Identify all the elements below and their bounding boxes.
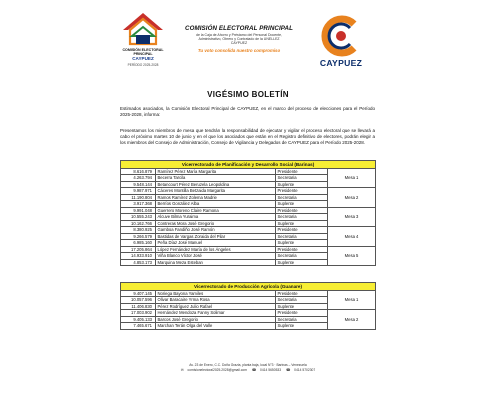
cedula-cell: 9.407.145: [121, 290, 156, 297]
cedula-cell: 11.190.804: [121, 194, 156, 201]
role-cell: Secretaria: [276, 214, 328, 221]
section-header: Vicerrectorado de Planificación y Desarrollo Social (Barinas): [121, 161, 376, 169]
cedula-cell: 7.465.671: [121, 323, 156, 330]
footer-address: Av. 23 de Enero, C.C. Doña Grazia, planta baja, local N°3 · Barinas – Venezuela: [189, 363, 307, 367]
name-cell: Bastidas de Vargas Zoraida del Pilar: [156, 233, 276, 240]
intro-paragraph: Estimados asociados, la Comisión Electoral Principal de CAYPUEZ, en el marco del proceso de elecciones para el Período 2025-2028, informa:: [120, 106, 375, 117]
cedula-cell: 9.405.133: [121, 316, 156, 323]
cedula-cell: 17.205.864: [121, 246, 156, 253]
cedula-cell: 10.162.766: [121, 220, 156, 227]
role-cell: Presidente: [276, 207, 328, 214]
name-cell: Ramírez Pérez María Margarita: [156, 168, 276, 175]
role-cell: Presidente: [276, 188, 328, 195]
role-cell: Suplente: [276, 259, 328, 266]
cedula-cell: 9.266.579: [121, 233, 156, 240]
role-cell: Presidente: [276, 168, 328, 175]
document-page: [114, 6, 382, 394]
name-cell: Guerrero Moreno Claire Ramona: [156, 207, 276, 214]
name-cell: Contreras Mora José Gregorio: [156, 220, 276, 227]
role-cell: Suplente: [276, 220, 328, 227]
footer: [114, 363, 382, 372]
cedula-cell: 3.917.368: [121, 201, 156, 208]
logo-org-name: COMISIÓN ELECTORAL PRINCIPAL: [122, 48, 164, 57]
logo-brand: CAYPUEZ: [132, 56, 154, 61]
name-cell: López Fernández María de los Ángeles: [156, 246, 276, 253]
cedula-cell: 10.057.596: [121, 297, 156, 304]
name-cell: Betancourt Pérez Beruzela Leopoldina: [156, 181, 276, 188]
footer-phone-2: 0414 5702307: [294, 367, 316, 372]
announcement-paragraph: Presentamos los miembros de mesa que tendrán la responsabilidad de ejecutar y vigilar el proceso electoral que se llevará a cabo el próximo martes 10 de junio y en el que los asociados que están en el Registro definitivo de electores, podrán elegir a los miembros del Consejo de Administración, Consejo de Vigilancia y Delegados de CAYPUEZ para el Período 2025-2028.: [120, 128, 375, 145]
name-cell: Barcos José Gregorio: [156, 316, 276, 323]
section-header: Vicerrectorado de Producción Agrícola (Guanare): [121, 283, 376, 291]
name-cell: Berríos González Alba: [156, 201, 276, 208]
footer-phone-1: 0414 5650533: [260, 367, 282, 372]
letterhead-title: COMISIÓN ELECTORAL PRINCIPAL: [185, 25, 293, 32]
letterhead: [114, 6, 382, 76]
bulletin-title: VIGÉSIMO BOLETÍN: [207, 90, 289, 99]
role-cell: Secretaria: [276, 233, 328, 240]
name-cell: Marquina Meza Esteban: [156, 259, 276, 266]
role-cell: Presidente: [276, 227, 328, 234]
name-cell: Noriega Bayona Yamiles: [156, 290, 276, 297]
mesa-cell: Mesa 2: [328, 188, 376, 208]
mesa-cell: Mesa 2: [328, 310, 376, 330]
name-cell: Gamboa Fandiño José Ramón: [156, 227, 276, 234]
name-cell: Cáceres Montilla Betzaida Margarita: [156, 188, 276, 195]
name-cell: Marchan Terán Olga del Valle: [156, 323, 276, 330]
mesa-cell: Mesa 5: [328, 246, 376, 266]
cedula-cell: 4.853.173: [121, 259, 156, 266]
name-cell: Pérez Rodríguez Julio Rafael: [156, 303, 276, 310]
phone-icon: ☎: [251, 367, 256, 372]
role-cell: Presidente: [276, 290, 328, 297]
role-cell: Suplente: [276, 181, 328, 188]
role-cell: Secretaria: [276, 297, 328, 304]
name-cell: Viña Blanco Víctor José: [156, 253, 276, 260]
role-cell: Presidente: [276, 310, 328, 317]
cedula-cell: 9.991.048: [121, 207, 156, 214]
phone-icon: ☎: [286, 367, 291, 372]
role-cell: Secretaria: [276, 175, 328, 182]
cedula-cell: 4.263.794: [121, 175, 156, 182]
name-cell: Becerra Tarcila: [156, 175, 276, 182]
mesa-cell: Mesa 3: [328, 207, 376, 227]
letterhead-text: [176, 25, 302, 53]
mail-icon: ✉: [180, 367, 184, 372]
cedula-cell: 9.548.144: [121, 181, 156, 188]
role-cell: Suplente: [276, 303, 328, 310]
name-cell: Hernández Mendoza Fanny Solimar: [156, 310, 276, 317]
letterhead-slogan: Tu voto consolida nuestro compromiso: [197, 47, 281, 53]
role-cell: Suplente: [276, 323, 328, 330]
caypuez-logo-text: CAYPUEZ: [319, 58, 363, 68]
role-cell: Secretaria: [276, 253, 328, 260]
caypuez-logo: [310, 14, 372, 72]
cedula-cell: 6.985.160: [121, 240, 156, 247]
cedula-cell: 17.003.902: [121, 310, 156, 317]
letterhead-subtitle: de la Caja de Ahorro y Préstamo del Personal Docente, Administrativo, Obrero y Contratado de la UNELLEZ CAYPUEZ: [196, 33, 282, 46]
name-cell: Olivar Baracaire Yrma Rosa: [156, 297, 276, 304]
role-cell: Secretaria: [276, 194, 328, 201]
cedula-cell: 11.406.830: [121, 303, 156, 310]
logo-period: PERÍODO 2025-2028: [127, 63, 159, 67]
commission-logo: [118, 10, 168, 72]
name-cell: Peña Díaz José Manuel: [156, 240, 276, 247]
footer-email: comisionelectoral2025.2028@gmail.com: [187, 367, 247, 372]
mesa-cell: Mesa 1: [328, 168, 376, 188]
role-cell: Suplente: [276, 240, 328, 247]
cedula-cell: 8.616.879: [121, 168, 156, 175]
cedula-cell: 9.987.971: [121, 188, 156, 195]
name-cell: Ramos Ramírez Zolema Madrie: [156, 194, 276, 201]
mesa-cell: Mesa 4: [328, 227, 376, 247]
role-cell: Secretaria: [276, 316, 328, 323]
cedula-cell: 14.933.910: [121, 253, 156, 260]
house-ballot-icon: [118, 10, 168, 48]
mesa-cell: Mesa 1: [328, 290, 376, 310]
barinas-table: [120, 160, 376, 266]
guanare-table: [120, 282, 376, 330]
c-ring-icon: [310, 14, 372, 58]
name-cell: Alcuve Bilma Yuraima: [156, 214, 276, 221]
cedula-cell: 8.380.925: [121, 227, 156, 234]
role-cell: Suplente: [276, 201, 328, 208]
cedula-cell: 10.555.243: [121, 214, 156, 221]
role-cell: Presidente: [276, 246, 328, 253]
